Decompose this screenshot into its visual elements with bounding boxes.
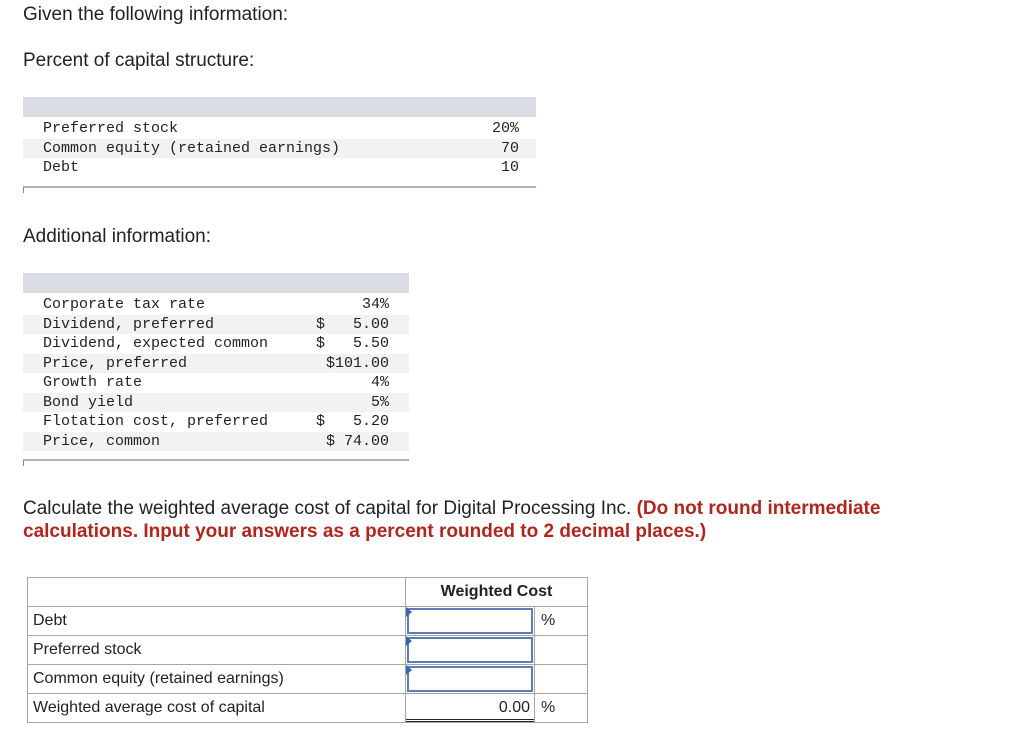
header-blank-cell	[28, 578, 406, 607]
row-label: Preferred stock	[28, 636, 406, 665]
wacc-result-value: 0.00	[406, 694, 534, 722]
table-row	[23, 373, 409, 393]
row-value: 10	[500, 159, 519, 176]
table-footer-rule	[23, 186, 536, 193]
debt-weighted-cost-input[interactable]	[407, 608, 533, 634]
row-label: Dividend, preferred	[43, 315, 215, 333]
row-label: Common equity (retained earnings)	[43, 139, 341, 157]
additional-info-table	[23, 273, 409, 466]
row-currency: $	[316, 335, 326, 352]
weighted-cost-header: Weighted Cost	[406, 578, 588, 607]
row-value: 70	[500, 139, 519, 157]
given-heading: Given the following information:	[23, 4, 289, 25]
table-row	[23, 119, 536, 139]
capital-structure-heading: Percent of capital structure:	[23, 50, 255, 71]
table-row	[23, 432, 409, 452]
row-value: 5.20	[352, 413, 389, 430]
input-marker-icon	[406, 636, 412, 646]
capital-structure-table	[23, 97, 536, 193]
table-row	[23, 412, 409, 432]
table-row	[28, 607, 588, 636]
common-weighted-cost-input[interactable]	[407, 666, 533, 692]
row-label: Debt	[43, 159, 80, 176]
input-cell	[406, 636, 535, 665]
input-cell	[406, 665, 535, 694]
answer-table	[27, 577, 588, 723]
input-marker-icon	[406, 665, 412, 675]
row-label: Price, preferred	[43, 354, 188, 372]
table-footer-rule	[23, 459, 409, 466]
row-label: Bond yield	[43, 393, 134, 411]
table-row	[23, 334, 409, 354]
question-body: Calculate the weighted average cost of capital for Digital Processing Inc.	[23, 498, 637, 519]
row-value: 4%	[370, 374, 389, 391]
unit-cell: %	[535, 694, 588, 723]
row-value: $101.00	[325, 354, 389, 372]
table-row	[23, 158, 536, 178]
answer-header-row	[28, 578, 588, 607]
row-value: 5.50	[352, 335, 389, 352]
row-label: Common equity (retained earnings)	[28, 665, 406, 694]
unit-cell: %	[535, 607, 588, 636]
preferred-weighted-cost-input[interactable]	[407, 637, 533, 663]
table-row	[28, 665, 588, 694]
unit-cell	[535, 665, 588, 694]
row-value: 5.00	[352, 315, 389, 333]
row-currency: $	[316, 315, 326, 333]
row-currency: $	[316, 413, 326, 430]
table-row	[23, 315, 409, 335]
table-header-bar	[23, 97, 536, 117]
unit-cell	[535, 636, 588, 665]
input-marker-icon	[406, 607, 412, 617]
row-value: 5%	[370, 393, 389, 411]
table-row	[28, 694, 588, 723]
table-row	[23, 393, 409, 413]
table-row	[23, 139, 536, 159]
row-value: 34%	[361, 296, 389, 313]
row-label: Debt	[28, 607, 406, 636]
additional-heading: Additional information:	[23, 226, 211, 247]
row-label: Weighted average cost of capital	[28, 694, 406, 723]
row-label: Price, common	[43, 432, 161, 450]
question-text	[23, 497, 983, 543]
row-label: Dividend, expected common	[43, 335, 269, 352]
row-value: 20%	[491, 120, 519, 137]
row-label: Corporate tax rate	[43, 296, 206, 313]
input-cell	[406, 607, 535, 636]
wacc-result-cell	[406, 694, 535, 723]
row-value: $ 74.00	[325, 432, 389, 450]
table-row	[23, 354, 409, 374]
row-label: Preferred stock	[43, 120, 179, 137]
question-instruction: (Do not round intermediate calculations. Input your answers as a percent rounded to 2 decimal places.)	[23, 498, 881, 542]
row-label: Growth rate	[43, 374, 143, 391]
table-header-bar	[23, 273, 409, 293]
table-row	[28, 636, 588, 665]
row-label: Flotation cost, preferred	[43, 413, 269, 430]
table-row	[23, 295, 409, 315]
